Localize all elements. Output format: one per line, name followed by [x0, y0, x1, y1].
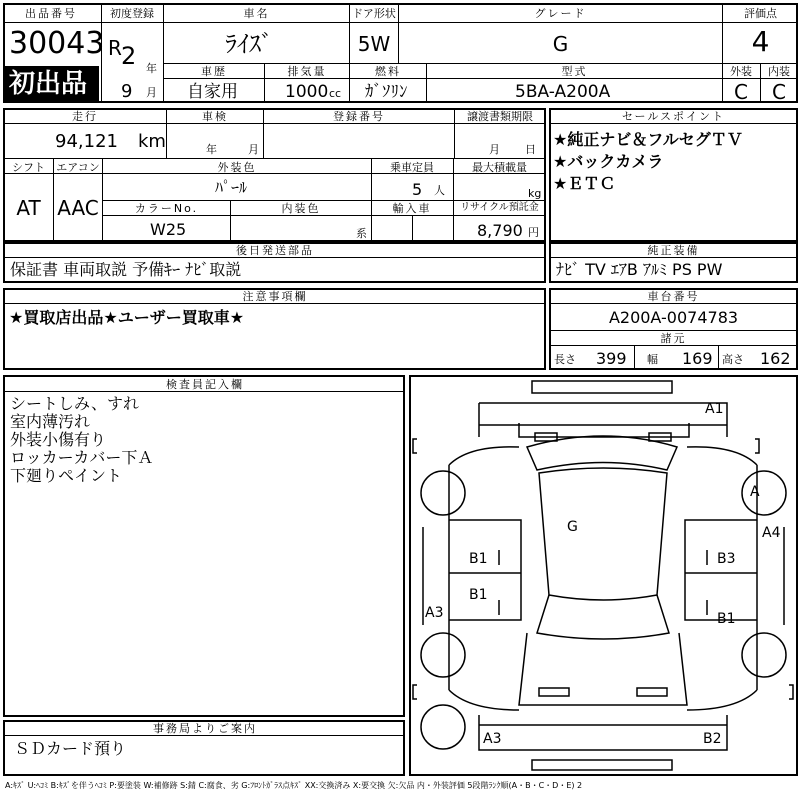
color-number-label: カラーNo. [134, 202, 199, 215]
shift-label: シフト [12, 161, 45, 174]
registration-label: 初度登録 [110, 7, 154, 20]
sales-point-2: ★バックカメラ [553, 152, 664, 171]
width: 169 [682, 349, 713, 368]
transfer-deadline-label: 譲渡書類期限 [467, 110, 533, 123]
aircon-label: エアコン [56, 161, 100, 174]
later-parts-label: 後日発送部品 [236, 244, 314, 257]
import-label: 輸入車 [392, 202, 432, 215]
plate-label: 登録番号 [333, 110, 385, 123]
grade: G [552, 32, 569, 56]
inspection-label: 車検 [202, 110, 228, 123]
legend-footer: A:ｷｽﾞ U:ﾍｺﾐ B:ｷｽﾞを伴うﾍｺﾐ P:要塗装 W:補修跡 S:錆 C:腐食、劣 G:ﾌﾛﾝﾄｶﾞﾗｽ点ｷｽﾞ XX:交換済み X:要交換 欠:欠品 内・外装評価 5段階ﾗﾝｸ順(A・B・C・D・E) 2 [5, 781, 583, 790]
office-note: ＳＤカード預り [14, 739, 127, 758]
lot-number-label: 出品番号 [25, 7, 77, 20]
damage-mark-b3: B3 [717, 551, 736, 567]
car-name-label: 車名 [243, 7, 270, 20]
inspector-line-2: 室内薄汚れ [10, 412, 91, 431]
recycle-fee-unit: 円 [528, 226, 539, 239]
inspector-line-1: シートしみ、すれ [10, 394, 139, 413]
sales-point-1: ★純正ナビ＆フルセグＴＶ [553, 130, 743, 149]
factory-equipment: ﾅﾋﾞ TV ｴｱB ｱﾙﾐ PS PW [556, 260, 723, 279]
height-label: 高さ [722, 353, 744, 366]
notes: ★買取店出品★ユーザー買取車★ [9, 308, 245, 327]
aircon: AAC [57, 196, 99, 220]
interior-color-unit: 系 [356, 227, 367, 240]
inspector-label: 検査員記入欄 [166, 378, 244, 391]
door-label: ドア形状 [352, 7, 396, 20]
recycle-label: リサイクル預託金 [460, 202, 539, 213]
damage-mark-a4: A4 [762, 525, 781, 541]
transfer-month-unit: 月 [489, 143, 500, 156]
mileage: 94,121 [55, 131, 118, 152]
inspector-line-5: 下廻りペイント [10, 466, 123, 485]
interior-color-label: 内装色 [281, 202, 321, 215]
sales-point-3: ★ＥＴＣ [553, 174, 616, 193]
chassis-label: 車台番号 [647, 290, 700, 303]
sales-points-label: セールスポイント [621, 110, 725, 123]
damage-mark-b1-right: B1 [717, 611, 736, 627]
recycle-fee: 8,790 [477, 221, 523, 240]
interior-grade-label: 内装 [768, 65, 790, 78]
inspection-month-unit: 月 [248, 143, 259, 156]
damage-mark-b1-left-top: B1 [469, 551, 488, 567]
score-label: 評価点 [744, 7, 777, 20]
inspector-line-4: ロッカーカバー下Ａ [10, 448, 154, 467]
length-label: 長さ [554, 353, 576, 366]
displacement: 1000 [285, 82, 329, 102]
office-label: 事務局よりご案内 [153, 722, 257, 735]
history: 自家用 [187, 82, 238, 102]
max-load-unit: kg [528, 187, 542, 200]
score: 4 [751, 25, 770, 58]
damage-mark-a3-left: A3 [425, 605, 444, 621]
damage-mark-b2: B2 [703, 731, 722, 747]
registration-year-unit: 年 [146, 62, 157, 75]
fuel-label: 燃料 [375, 65, 401, 78]
door-type: 5W [357, 32, 391, 56]
registration-month-unit: 月 [146, 86, 157, 99]
mileage-unit: km [138, 131, 166, 152]
lot-number: 30043 [9, 26, 105, 61]
width-label: 幅 [647, 353, 658, 366]
model-label: 型式 [561, 65, 588, 78]
details-section [3, 108, 546, 242]
fuel: ｶﾞｿﾘﾝ [365, 82, 408, 102]
model: 5BA-A200A [515, 82, 611, 102]
chassis-number: A200A-0074783 [608, 308, 739, 327]
first-listing-text: 初出品 [9, 69, 88, 99]
capacity: 5 [412, 180, 423, 199]
car-diagram-drawing [409, 375, 798, 776]
inspector-line-3: 外装小傷有り [10, 430, 107, 449]
dimensions-label: 諸元 [660, 332, 687, 345]
height: 162 [760, 349, 791, 368]
exterior-grade: C [734, 80, 748, 104]
grade-label: グレード [534, 7, 587, 20]
capacity-unit: 人 [434, 184, 445, 197]
transfer-day-unit: 日 [525, 143, 536, 156]
mileage-label: 走行 [72, 110, 98, 123]
inspection-year-unit: 年 [206, 143, 217, 156]
first-listing-badge [5, 66, 99, 101]
interior-grade: C [772, 80, 786, 104]
shift: AT [16, 196, 41, 220]
damage-mark-a1: A1 [705, 401, 724, 417]
color-label: 外装色 [217, 161, 257, 174]
color: ﾊﾟｰﾙ [215, 178, 248, 197]
damage-mark-g: G [567, 519, 578, 535]
max-load-label: 最大積載量 [472, 161, 527, 174]
registration-month: 9 [121, 81, 133, 102]
displacement-unit: cc [329, 87, 342, 100]
damage-mark-a: A [750, 484, 760, 500]
length: 399 [596, 349, 627, 368]
exterior-grade-label: 外装 [730, 65, 752, 78]
displacement-label: 排気量 [287, 65, 327, 78]
damage-mark-a3-bottom: A3 [483, 731, 502, 747]
notes-label: 注意事項欄 [242, 290, 308, 303]
later-parts: 保証書 車両取説 予備ｷｰ ﾅﾋﾞ取説 [10, 260, 242, 279]
registration-era: R [108, 36, 122, 60]
car-name: ﾗｲｽﾞ [225, 30, 273, 58]
damage-mark-b1-left-bottom: B1 [469, 587, 488, 603]
factory-equipment-label: 純正装備 [647, 244, 700, 257]
capacity-label: 乗車定員 [390, 161, 434, 174]
color-number: W25 [150, 220, 187, 239]
registration-year: 2 [121, 42, 137, 70]
history-label: 車歴 [201, 65, 227, 78]
